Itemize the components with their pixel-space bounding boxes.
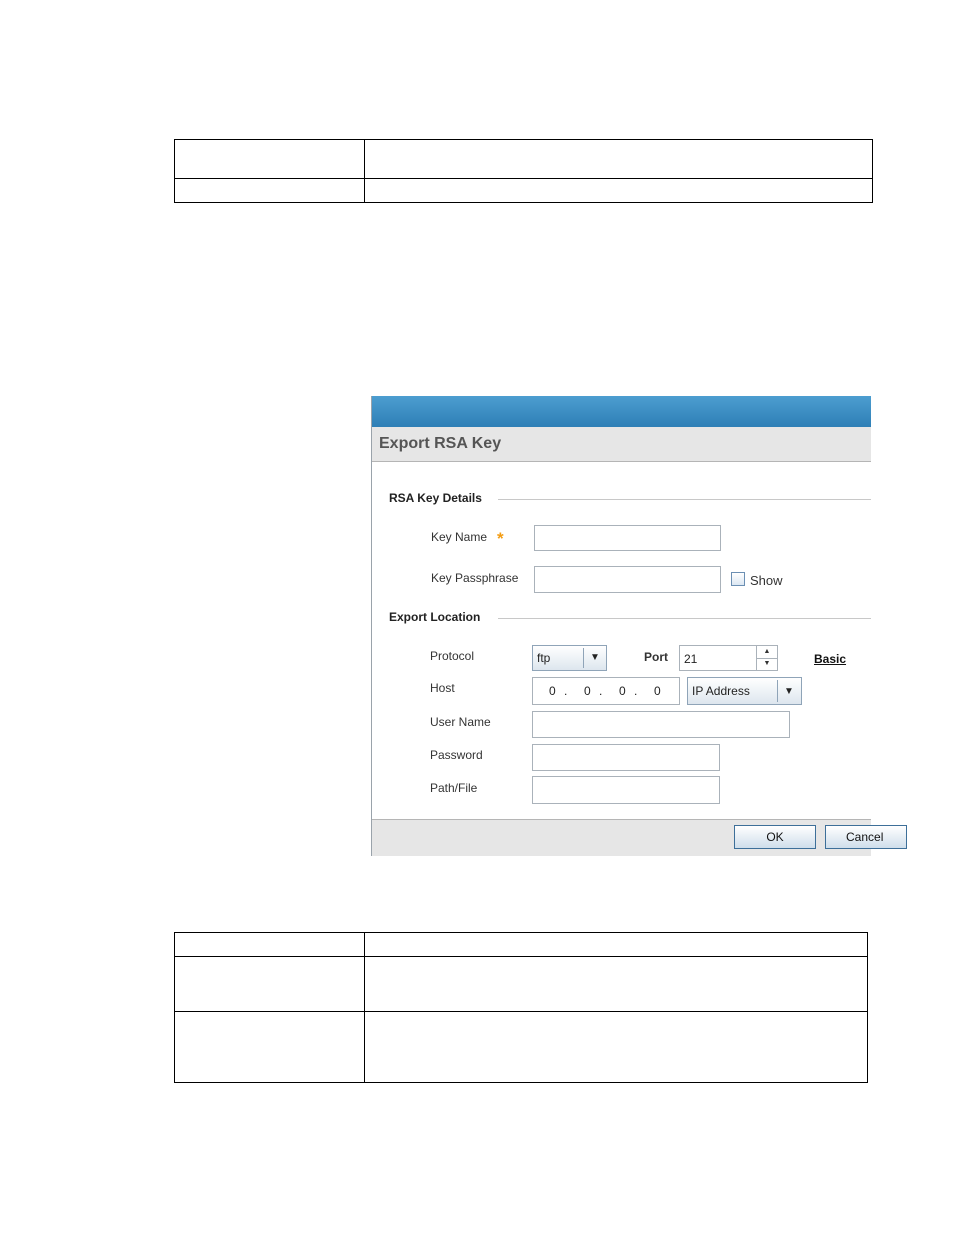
spin-down-icon[interactable]: ▼ <box>763 660 771 667</box>
ok-button[interactable]: OK <box>734 825 816 849</box>
table-cell <box>175 1012 365 1083</box>
table-cell <box>175 179 365 203</box>
port-spinner[interactable] <box>679 645 778 671</box>
basic-link[interactable]: Basic <box>814 652 847 666</box>
user-name-input[interactable] <box>532 711 790 738</box>
host-type-value: IP Address <box>692 684 750 698</box>
key-passphrase-input[interactable] <box>534 566 721 593</box>
chevron-down-icon: ▼ <box>784 686 794 697</box>
spin-up-icon[interactable]: ▲ <box>757 646 777 659</box>
password-input[interactable] <box>532 744 720 771</box>
required-star-icon: * <box>497 529 504 548</box>
table-cell <box>365 1012 868 1083</box>
protocol-label: Protocol <box>430 649 475 663</box>
port-label: Port <box>644 650 668 664</box>
table-cell <box>365 179 873 203</box>
section-export-location: Export Location <box>389 610 481 624</box>
path-file-input[interactable] <box>532 776 720 804</box>
ip-octet: 0 <box>549 684 556 698</box>
protocol-value: ftp <box>537 651 551 665</box>
host-label: Host <box>430 681 455 695</box>
path-file-label: Path/File <box>430 781 478 795</box>
table-cell <box>175 140 365 179</box>
dialog-footer <box>372 819 884 856</box>
section-divider <box>498 618 871 619</box>
table-cell <box>175 957 365 1012</box>
key-passphrase-label: Key Passphrase <box>431 571 519 585</box>
doc-table-top <box>174 139 873 203</box>
port-value: 21 <box>684 652 698 666</box>
table-cell <box>365 140 873 179</box>
key-name-label: Key Name <box>431 530 488 544</box>
host-type-select[interactable] <box>687 677 802 705</box>
key-name-input[interactable] <box>534 525 721 551</box>
ip-octet: 0 <box>584 684 591 698</box>
table-cell <box>175 933 365 957</box>
host-ip-input[interactable]: 0 . 0 . 0 . 0 <box>532 677 680 705</box>
export-rsa-key-dialog <box>371 396 884 856</box>
password-label: Password <box>430 748 483 762</box>
ip-octet: 0 <box>654 684 661 698</box>
section-rsa-key-details: RSA Key Details <box>389 491 482 505</box>
show-checkbox[interactable] <box>731 572 745 586</box>
table-cell <box>365 933 868 957</box>
table-cell <box>365 957 868 1012</box>
dialog-title: Export RSA Key <box>379 435 502 452</box>
cancel-button[interactable]: Cancel <box>825 825 907 849</box>
chevron-down-icon: ▼ <box>590 652 600 663</box>
protocol-select[interactable] <box>532 645 607 671</box>
user-name-label: User Name <box>430 715 491 729</box>
dialog-header <box>372 427 871 462</box>
show-label: Show <box>750 573 783 588</box>
dialog-titlebar[interactable] <box>372 396 871 427</box>
doc-table-bottom <box>174 932 868 1083</box>
ip-octet: 0 <box>619 684 626 698</box>
section-divider <box>498 499 871 500</box>
